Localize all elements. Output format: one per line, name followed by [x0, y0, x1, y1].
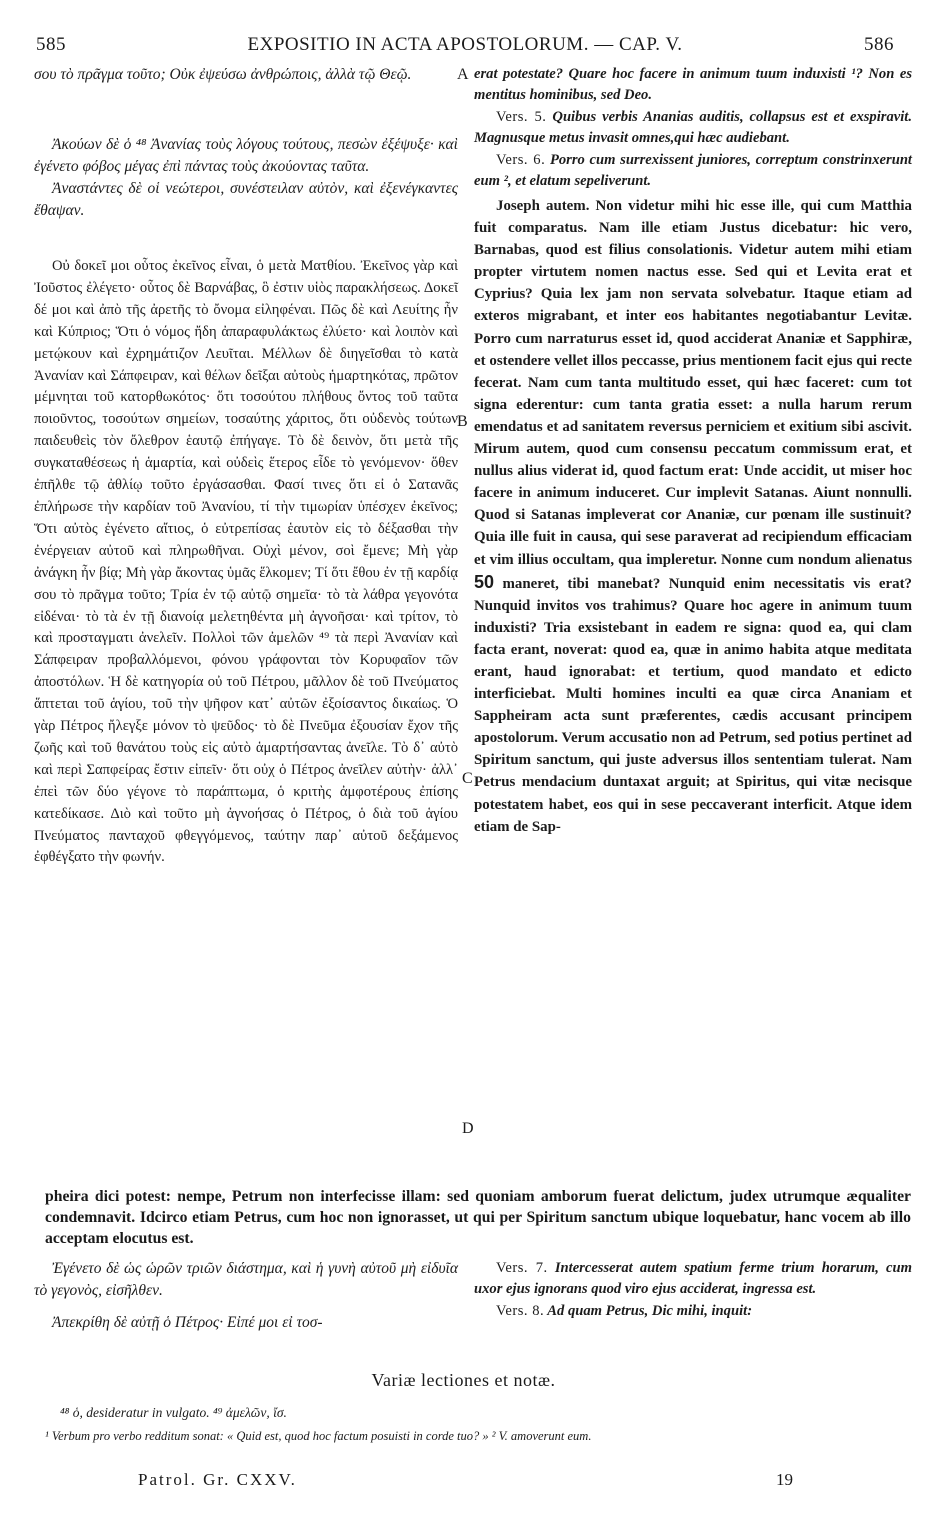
verse-label-8: Vers. 8.	[496, 1303, 545, 1319]
verse-text-5: Quibus verbis Ananias auditis, collapsus est et exspiravit. Magnusque metus invasit omnes,qui hæc audiebant.	[474, 109, 912, 146]
latin-commentary	[474, 195, 912, 838]
greek-column	[34, 64, 458, 1034]
greek-paragraph-1: σου τὸ πρᾶγμα τοῦτο; Οὐκ ἐψεύσω ἀνθρώποις, ἀλλὰ τῷ Θεῷ.	[34, 66, 412, 83]
verse-label-6: Vers. 6.	[496, 152, 546, 168]
margin-marker-b: B	[457, 413, 468, 430]
verse-label-5: Vers. 5.	[496, 109, 547, 125]
signature-number: 19	[776, 1470, 793, 1489]
verse-text-6: Porro cum surrexissent juniores, correptum constrinxerunt eum ², et elatum sepeliverunt.	[474, 152, 912, 189]
latin-column-bottom	[474, 1258, 912, 1322]
notes-title: Variæ lectiones et notæ.	[371, 1370, 556, 1390]
latin-commentary-part-1: Joseph autem. Non videtur mihi hic esse ille, qui cum Matthia fuit comparatus. Nam ille etiam Justus dicebatur: hic vero, Barnabas, quod est filius consolationis. Videtur autem mihi etiam propter virtutem nomen nactus esse. Sed qui et Levita erat et Cyprius? Quia lex jam non servata solvebatur. Itaque etiam ad exteros migrabant, et inter eos habitantes negotiabantur Levitæ. Porro cum narraturus esset id, quod acciderat Ananiæ et Sapphiræ, et ostendere vellet illos peccasse, prius mentionem facit ejus qui recte fecerat. Nam cum tanta multitudo esset, qui hæc faceret: cum tot signa ederentur: cum tanta gratia esset: a nulla harum rerum emendatus et ad sanitatem reversus perniciem et exitium sibi ascivit. Mirum autem, quod cum consensu peccatum commissum erat, et nullus alius viderat id, quod factum erat: Unde accidit, ut miser hoc facere in animum induceret. Cur implevit Satanas. Aiunt nonnulli. Quod si Satanas impleverat cor Ananiæ, cur pœnam ille sustinuit? Quia ille fuit in causa, qui sese paraverat ad recipiendum efficaciam et vim illius occultam, qua impleretur. Nonne cum nondum alienatus	[474, 198, 912, 568]
margin-marker-a: A	[457, 66, 469, 83]
running-header	[36, 34, 894, 58]
latin-fullwidth-continuation: pheira dici potest: nempe, Petrum non interfecisse illam: sed quoniam amborum fuerat delictum, judex utrumque æqualiter condemnavit. Idcirco etiam Petrus, cum hoc non ignorasset, ut qui per Spiritum sanctum ubique loquebatur, hanc vocem ab illo acceptam elocutus est.	[45, 1188, 911, 1247]
latin-verse-5	[474, 107, 912, 148]
latin-verse-7	[474, 1258, 912, 1299]
latin-paragraph-1: erat potestate? Quare hoc facere in animum tuum induxisti ¹? Non es mentitus hominibus, sed Deo.	[474, 66, 912, 103]
series-signature: Patrol. Gr. CXXV.	[138, 1470, 297, 1489]
latin-verse-6	[474, 150, 912, 191]
verse-text-8: Ad quam Petrus, Dic mihi, inquit:	[547, 1303, 753, 1319]
latin-column	[474, 64, 912, 1034]
note-latin: ¹ Verbum pro verbo redditum sonat: « Quid est, quod hoc factum posuisti in corde tuo? » ² V. amoverunt eum.	[45, 1429, 592, 1443]
greek-paragraph-3: Ἀναστάντες δὲ οἱ νεώτεροι, συνέστειλαν αὐτὸν, καὶ ἐξενέγκαντες ἔθαψαν.	[34, 180, 458, 219]
greek-commentary: Οὐ δοκεῖ μοι οὗτος ἐκεῖνος εἶναι, ὁ μετὰ Ματθίου. Ἐκεῖνος γὰρ καὶ Ἰοῦστος ἐλέγετο· οὗτος δὲ Βαρνάβας, ὃ ἐστιν υἱὸς παρακλήσεως. Δοκεῖ δέ μοι καὶ ἀπὸ τῆς ἀρετῆς τὸ ὄνομα εἰληφέναι. Πῶς δὲ καὶ Λευίτης ἦν καὶ Κύπριος; Ὅτι ὁ νόμος ἤδη ἀπαραφυλάκτως ἐλύετο· καὶ λοιπὸν καὶ μετῴκουν καὶ ἐχρημάτιζον Λευῖται. Μέλλων δὲ διηγεῖσθαι τὸ κατὰ Ἀνανίαν καὶ Σάπφειραν, καὶ θέλων δεῖξαι αὐτοὺς ἡμαρτηκότας, πρῶτον μέμνηται τοῦ κατορθωκότος· ὅτι τοσούτου πλήθους ὄντος τοῦ ταῦτα ποιοῦντος, τοσούτων σημείων, τοσαύτης χάριτος, ὅτι οὐδενὸς τούτων παιδευθεὶς τὸν ὄλεθρον ἑαυτῷ ἐπήγαγε. Τὸ δὲ δεινὸν, ὅτι μετὰ τῆς συγκαταθέσεως ἡ ἁμαρτία, καὶ οὐδεὶς ἕτερος εἶδε τὸ γενόμενον· ὅθεν ἐπῆλθε τῷ ἀθλίῳ τοῦτο ἐργάσασθαι. Φασί τινες ὅτι εἰ ὁ Σατανᾶς ἐπλήρωσε τὴν καρδίαν τοῦ Ἀνανίου, τί τὴν τιμωρίαν ὑπέσχεν ἐκεῖνος; Ὅτι αὐτὸς ἐγένετο αἴτιος, ὁ εὐτρεπίσας ἑαυτὸν εἰς τὸ δέξασθαι τὴν ἐνέργειαν αὐτοῦ καὶ πληρωθῆναι. Οὐχὶ μένον, σοὶ ἔμενε; Μὴ γὰρ ἀνάγκη ἦν βίᾳ; Μὴ γὰρ ἄκοντας ὑμᾶς ἕλκομεν; Τί ὅτι ἔθου ἐν τῇ καρδίᾳ σου τὸ πρᾶγμα τοῦτο; Τρία ἐν τῷ αὐτῷ σημεῖα· τὸ τὰ λάθρα γεγονότα εἰδέναι· τὸ τὰ ἐν τῇ διανοίᾳ μελετηθέντα μὴ ἀγνοῆσαι· καὶ τρίτον, τὸ καὶ προσταγματι ἀνελεῖν. Πολλοὶ τῶν ἀμελῶν ⁴⁹ τὰ περὶ Ἀνανίαν καὶ Σάπφειραν προβαλλόμενοι, φόνου γράφονται τὸν Κορυφαῖον τῶν ἀποστόλων. Ἡ δὲ κατηγορία οὐ τοῦ Πέτρου, μᾶλλον δὲ τοῦ Πνεύματος ἅπτεται τοῦ ἁγίου, τοῦ τὴν ψῆφον κατ᾽ αὐτῶν ἐξοίσαντος δικαίως. Ὁ γὰρ Πέτρος ἤλεγξε μόνον τὸ ψεῦδος· τὸ δὲ Πνεῦμα ἐξουσίαν ἔχον τῆς ζωῆς καὶ τοῦ θανάτου τοὺς εἰς αὐτὸ ἁμαρτήσαντας ἀνεῖλε. Τὸ δ᾽ αὐτὸ καὶ περὶ Σαπφείρας ἔστιν εἰπεῖν· ὅτι οὐχ ὁ Πέτρος ἀνεῖλεν αὐτὴν· ἀλλ᾽ ἐπεὶ τῶν δύο γέγονε τὸ παράπτωμα, ὁ κριτὴς ἀμφοτέρους ἐπίσης κατεδίκασε. Διὸ καὶ τοῦτο μὴ ἀγνοήσας ὁ Πέτρος, ὁ διὰ τοῦ ἁγίου Πνεύματος πανταχοῦ φθεγγόμενος, ταύτην παρ᾽ αὐτοῦ δεξάμενος ἐφθέγξατο τὴν φωνήν.	[34, 258, 458, 866]
verse-label-7: Vers. 7.	[496, 1260, 548, 1276]
latin-commentary-part-2: maneret, tibi manebat? Nunquid enim necessitatis vis erat? Nunquid invitos vos trahimus? Quare hoc agere in animum tuum induxisti? Tria exsistebant in eadem re signa: quod ea, qui clam facta erant, noverat: quod ea, quæ in animo habita atque meditata erant, haud ignorabat: et tertium, quod mandato et edicto interficiebat. Multi homines inculti ea quæ circa Ananiam et Sappheiram acta sunt præferentes, cædis accusant principem apostolorum. Verum accusatio non ad Petrum, sed potius pertinet ad Spiritum sanctum, qui juste adversus illos sententiam tulerat. Nam Petrus mendacium duntaxat arguit; at Spiritus, qui vitæ necisque potestatem habet, eos qui in sese peccaverant interficit. Atque idem etiam de Sap-	[474, 575, 912, 835]
page-number-left: 585	[36, 34, 66, 55]
page-title: EXPOSITIO IN ACTA APOSTOLORUM. — CAP. V.	[247, 34, 683, 55]
page-number-right: 586	[864, 34, 894, 55]
margin-marker-c: C	[462, 770, 473, 787]
greek-verse-7: Ἐγένετο δὲ ὡς ὡρῶν τριῶν διάστημα, καὶ ἡ γυνὴ αὐτοῦ μὴ εἰδυῖα τὸ γεγονὸς, εἰσῆλθεν.	[34, 1260, 458, 1299]
greek-column-bottom	[34, 1258, 458, 1334]
latin-verse-8	[474, 1301, 912, 1322]
verse-text-7: Intercesserat autem spatium ferme trium horarum, cum uxor ejus ignorans quod viro ejus acciderat, ingressa est.	[474, 1260, 912, 1297]
greek-paragraph-2: Ἀκούων δὲ ὁ ⁴⁸ Ἀνανίας τοὺς λόγους τούτους, πεσὼν ἐξέψυξε· καὶ ἐγένετο φόβος μέγας ἐπὶ πάντας τοὺς ἀκούοντας ταῦτα.	[34, 136, 458, 175]
margin-marker-d: D	[462, 1120, 474, 1137]
note-greek: ⁴⁸ ὁ, desideratur in vulgato. ⁴⁹ ἀμελῶν, ἴσ.	[60, 1405, 287, 1420]
column-number: 50	[474, 571, 495, 592]
greek-verse-8: Ἀπεκρίθη δὲ αὐτῇ ὁ Πέτρος· Εἰπέ μοι εἰ τοσ-	[52, 1314, 323, 1331]
